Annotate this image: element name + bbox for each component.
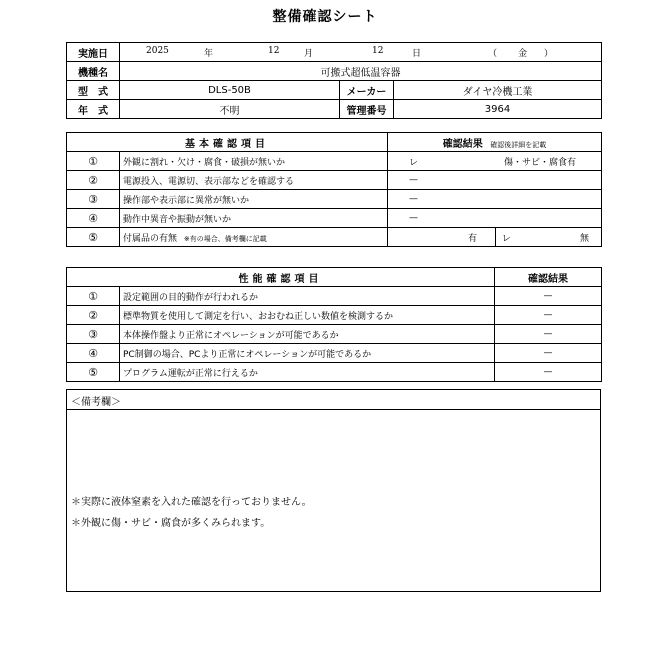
accessory-check: レ [496,228,517,247]
table-row [67,325,602,344]
date-month-unit: 月 [304,49,314,59]
accessory-note: ※有の場合、備考欄に記載 [183,234,267,243]
result-dash: — [409,175,418,185]
table-row [67,190,602,209]
perf-header: 性能確認項目 [67,268,495,287]
row-text: 電源投入、電源切、表示部などを確認する [120,171,388,190]
row-text: 操作部や表示部に異常が無いか [120,190,388,209]
has-label: 有 [388,228,496,247]
date-day: 12 [372,46,384,56]
table-row [67,209,602,228]
row-number: ④ [67,344,120,363]
row-result [388,190,602,209]
remarks-note-2: ＊外観に傷・サビ・腐食が多くみられます。 [71,518,271,529]
row-result [388,152,602,171]
row-number: ① [67,152,120,171]
date-value [120,43,602,62]
row-result: — [495,363,602,382]
row-text: 設定範囲の目的動作が行われるか [120,287,495,306]
result-detail: 傷・サビ・腐食有 [503,157,576,168]
name-label: 機種名 [67,62,120,81]
row-result: — [495,344,602,363]
row-result: — [495,306,602,325]
date-label: 実施日 [67,43,120,62]
accessory-text: 付属品の有無 [123,233,178,244]
table-row [67,287,602,306]
basic-result-title: 確認結果 [442,138,483,150]
row-result [388,209,602,228]
date-year: 2025 [146,46,169,56]
weekday: 金 [518,49,528,59]
check-mark: レ [409,157,419,168]
weekday-close: ） [544,49,554,59]
mgmt-value: 3964 [394,100,602,119]
row-result: — [495,287,602,306]
row-text: 本体操作盤より正常にオペレーションが可能であるか [120,325,495,344]
table-row [67,363,602,382]
row-number: ③ [67,325,120,344]
row-text: 標準物質を使用して測定を行い、おおむね正しい数値を検測するか [120,306,495,325]
table-row [67,306,602,325]
row-text [120,228,388,247]
row-number: ② [67,306,120,325]
basic-result-header [388,133,602,152]
table-row [67,171,602,190]
row-text: PC制御の場合、PCより正常にオペレーションが可能であるか [120,344,495,363]
table-row [67,152,602,171]
none-label: 無 [517,228,602,247]
page-title: 整備確認シート [272,9,378,25]
row-number: ④ [67,209,120,228]
row-text: プログラム運転が正常に行えるか [120,363,495,382]
basic-check-table [66,132,602,247]
row-number: ② [67,171,120,190]
row-number: ⑤ [67,363,120,382]
basic-header: 基本確認項目 [67,133,388,152]
table-row [67,344,602,363]
name-value: 可搬式超低温容器 [120,62,602,81]
mgmt-label: 管理番号 [340,100,394,119]
result-dash: — [409,213,418,223]
row-result: — [495,325,602,344]
row-number: ⑤ [67,228,120,247]
result-dash: — [409,194,418,204]
info-table [66,42,602,119]
year-made-value: 不明 [120,100,340,119]
date-day-unit: 日 [412,49,422,59]
row-result [388,171,602,190]
weekday-open: （ [488,49,498,59]
year-made-label: 年 式 [67,100,120,119]
perf-result-header: 確認結果 [495,268,602,287]
maker-label: メーカー [340,81,394,100]
date-year-unit: 年 [204,49,214,59]
model-value: DLS-50B [120,81,340,100]
row-number: ③ [67,190,120,209]
row-text: 動作中異音や振動が無いか [120,209,388,228]
date-month: 12 [268,46,280,56]
row-number: ① [67,287,120,306]
table-row [67,228,602,247]
model-label: 型 式 [67,81,120,100]
remarks-note-1: ＊実際に液体窒素を入れた確認を行っておりません。 [71,497,312,508]
maker-value: ダイヤ冷機工業 [394,81,602,100]
basic-result-note: 確認後詳細を記載 [490,140,547,149]
performance-check-table [66,267,602,382]
remarks-box [66,389,601,592]
row-text: 外観に割れ・欠け・腐食・破損が無いか [120,152,388,171]
remarks-header: ＜備考欄＞ [67,390,600,410]
